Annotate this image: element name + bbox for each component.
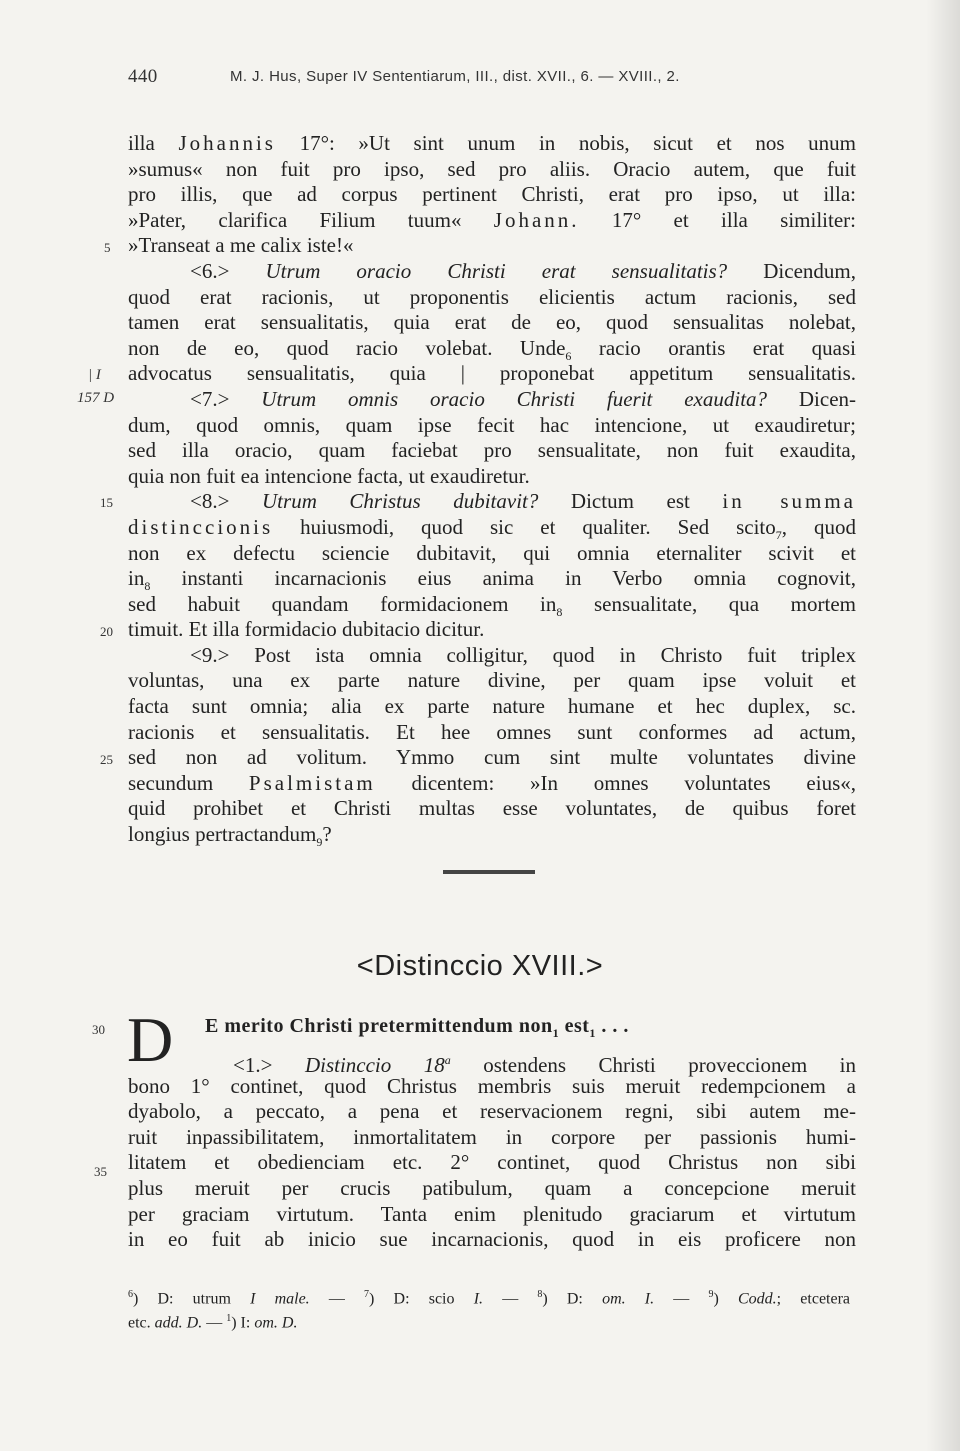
distinction-text <box>128 1048 856 1253</box>
text-line: plus meruit per crucis patibulum, quam a concepcione meruit <box>128 1175 856 1200</box>
line-number-5: 5 <box>104 240 111 255</box>
section-1-heading: <1.> Distinccio 18$^a$ ostendens Christi proveccionem in <box>233 1053 856 1077</box>
section-7-heading: <7.> Utrum omnis oracio Christi fuerit exaudita? Dicen- <box>190 386 857 411</box>
text-line: »sumus« non fuit pro ipso, sed pro aliis. Oracio autem, que fuit <box>128 156 856 181</box>
text-line: pro illis, que ad corpus pertinent Christi, erat pro ipso, ut illa: <box>128 182 856 207</box>
text-line: »Pater, clarifica Filium tuum« Johann. 17° et illa similiter: <box>128 207 856 232</box>
text-line: non ex defectu sciencie dubitavit, qui omnia eternaliter scivit et <box>128 540 856 565</box>
page-edge-shadow <box>926 0 960 1451</box>
text-line: »Transeat a me calix iste!« <box>128 233 354 258</box>
text-line: racionis et sensualitatis. Et hee omnes sunt conformes ad actum, <box>128 719 856 744</box>
text-line: timuit. Et illa formidacio dubitacio dicitur. <box>128 617 485 642</box>
main-text <box>128 131 856 848</box>
manuscript-ref-157d: 157 D <box>77 390 115 406</box>
section-8-heading: <8.> Utrum Christus dubitavit? Dictum est in summa <box>190 489 856 514</box>
footnote-line: $^6$) D: utrum I male. — $^7$) D: scio I. — $^8$) D: om. I. — $^9$) Codd.; etcetera <box>128 1289 851 1308</box>
drop-cap: D <box>127 1004 174 1075</box>
text-line: voluntas, una ex parte nature divine, per quam ipse voluit et <box>128 668 856 693</box>
running-title: M. J. Hus, Super IV Sententiarum, III., dist. XVII., 6. — XVIII., 2. <box>230 68 680 85</box>
section-9-text: <9.> Post ista omnia colligitur, quod in Christo fuit triplex <box>190 642 856 667</box>
text-line: in eo fuit ab inicio sue incarnacionis, quod in eis proficere non <box>128 1227 856 1252</box>
manuscript-ref-i: | I <box>88 367 101 383</box>
line-number-35: 35 <box>94 1164 107 1179</box>
section-6-heading: <6.> Utrum oracio Christi erat sensualitatis? Dicendum, <box>190 258 856 283</box>
text-line: illa Johannis 17°: »Ut sint unum in nobis, sicut et nos unum <box>128 131 856 155</box>
text-line: ruit inpassibilitatem, inmortalitatem in corpore per passionis humi- <box>128 1124 856 1149</box>
text-line: distinccionis huiusmodi, quod sic et qualiter. Sed scito$_7$, quod <box>128 514 857 543</box>
text-line: $in_8$ instanti incarnacionis eius anima in Verbo omnia cognovit, <box>128 566 856 594</box>
text-line: per graciam virtutum. Tanta enim plenitudo graciarum et virtutum <box>128 1201 856 1226</box>
text-line: quid prohibet et Christi multas esse voluntates, de quibus foret <box>128 796 856 821</box>
section-divider <box>443 870 535 874</box>
text-line: advocatus sensualitatis, quia | proponebat appetitum sensualitatis. <box>128 361 856 386</box>
text-line: non de eo, quod racio volebat. Unde$_6$ racio orantis erat quasi <box>128 335 856 363</box>
text-line: quia non fuit ea intencione facta, ut exaudiretur. <box>128 463 530 488</box>
text-line: secundum Psalmistam dicentem: »In omnes voluntates eius«, <box>128 770 856 795</box>
distinction-title: <Distinccio XVIII.> <box>356 950 604 982</box>
footnote-line: etc. add. D. — $^1$) I: om. D. <box>128 1313 298 1332</box>
text-line: longius pertractandum$_9$? <box>128 822 332 850</box>
lemma-line: E merito Christi pretermittendum non$_1$ est$_1$ . . . <box>205 1015 629 1040</box>
text-line: dum, quod omnis, quam ipse fecit hac intencione, ut exaudiretur; <box>128 412 856 437</box>
footnotes <box>128 1283 850 1331</box>
line-number-20: 20 <box>100 624 113 639</box>
text-line: facta sunt omnia; alia ex parte nature humane et hec duplex, sc. <box>128 694 856 719</box>
text-line: sed habuit quandam formidacionem $in_8$ sensualitate, qua mortem <box>128 591 856 619</box>
line-number-15: 15 <box>100 495 113 510</box>
text-line: bono 1° continet, quod Christus membris suis meruit redempcionem a <box>128 1073 856 1098</box>
text-line: sed non ad volitum. Ymmo cum sint multe voluntates divine <box>128 745 856 770</box>
line-number-25: 25 <box>100 752 113 767</box>
text-line: tamen erat sensualitatis, quia erat de eo, quod sensualitas nolebat, <box>128 310 856 335</box>
page-number: 440 <box>128 66 158 87</box>
text-line: litatem et obedienciam etc. 2° continet, quod Christus non sibi <box>128 1150 856 1175</box>
text-line: sed illa oracio, quam faciebat pro sensualitate, non fuit exaudita, <box>128 438 856 463</box>
text-line: quod erat racionis, ut proponentis elicientis actum racionis, sed <box>128 284 856 309</box>
line-number-30: 30 <box>92 1022 105 1037</box>
text-line: dyabolo, a peccato, a pena et reservacionem regni, sibi autem me- <box>128 1099 856 1124</box>
